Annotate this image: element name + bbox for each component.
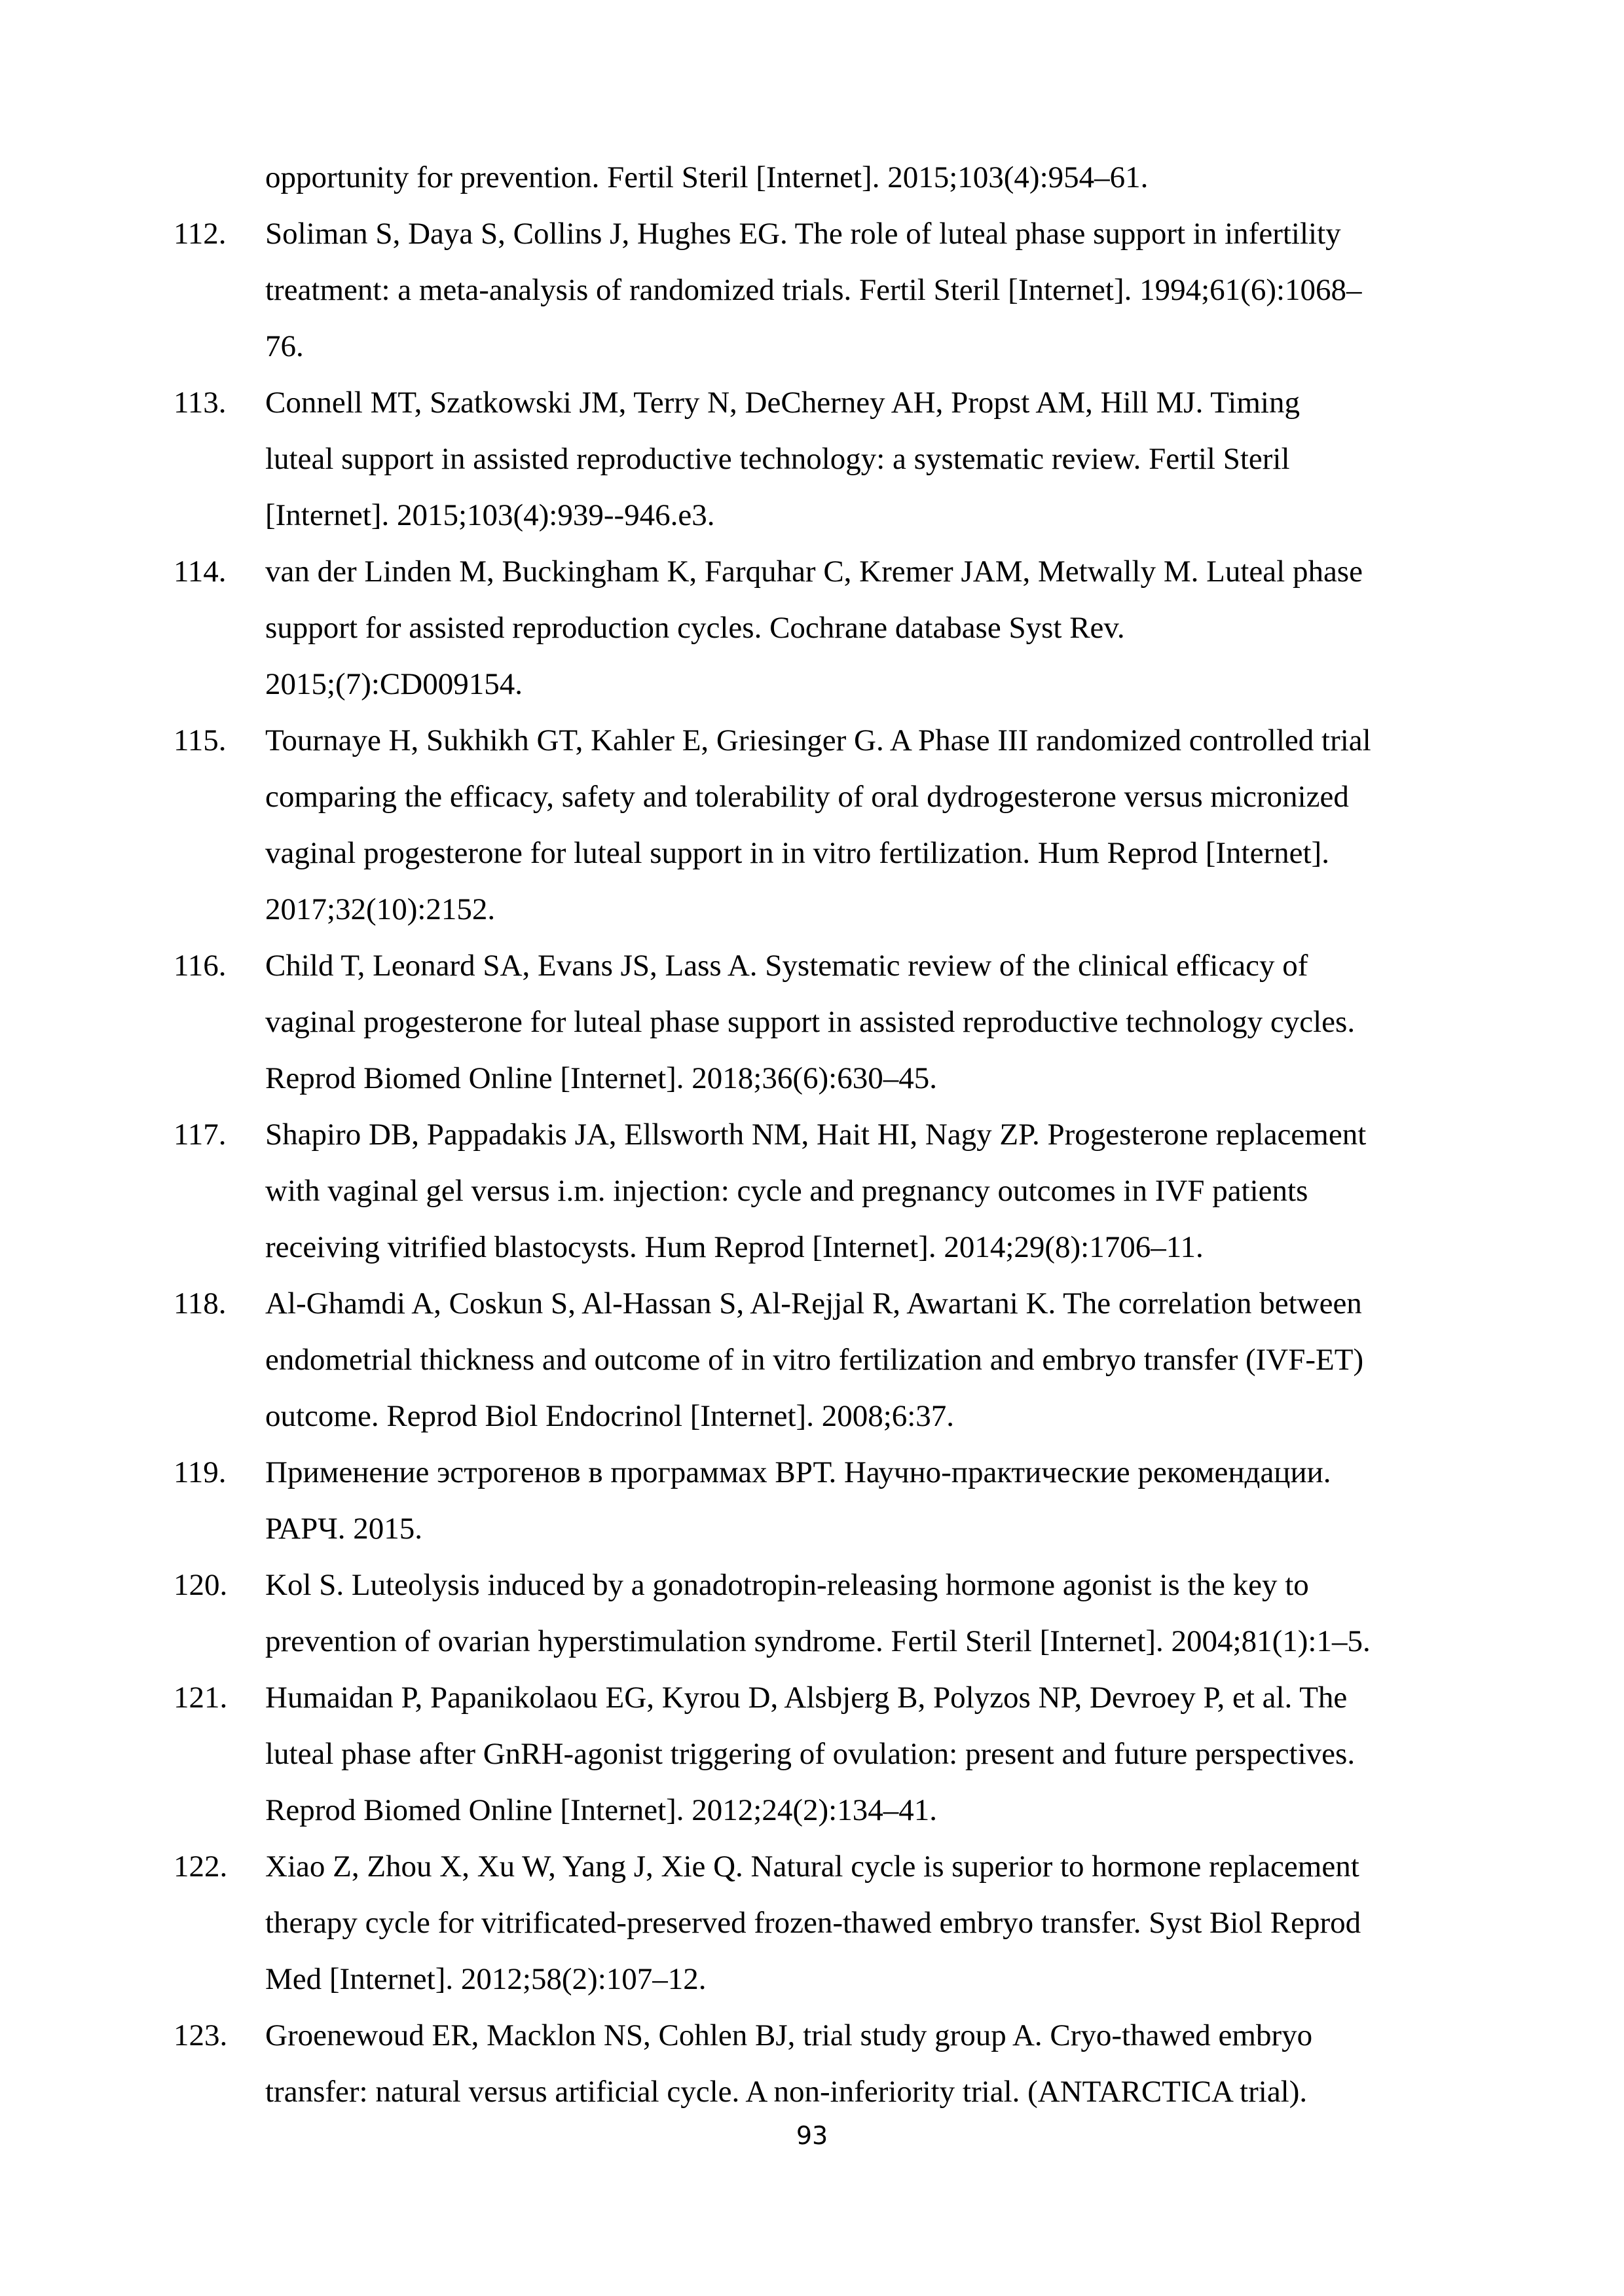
reference-entry	[0, 1557, 1454, 1669]
reference-line: luteal support in assisted reproductive technology: a systematic review. Fertil Steril	[265, 442, 1290, 476]
reference-entry	[0, 206, 1454, 374]
reference-line: comparing the efficacy, safety and tolerability of oral dydrogesterone versus micronized	[265, 780, 1349, 814]
reference-line: 76.	[265, 329, 304, 363]
reference-line: 2015;(7):CD009154.	[265, 667, 523, 701]
reference-entry	[0, 1444, 1454, 1557]
reference-line: Groenewoud ER, Macklon NS, Cohlen BJ, trial study group A. Cryo-thawed embryo	[265, 2018, 1313, 2052]
reference-line: with vaginal gel versus i.m. injection: cycle and pregnancy outcomes in IVF patients	[265, 1174, 1308, 1208]
reference-number: 115.	[174, 723, 227, 757]
reference-line: Reprod Biomed Online [Internet]. 2012;24(2):134–41.	[265, 1793, 937, 1827]
reference-line: luteal phase after GnRH-agonist triggering of ovulation: present and future perspectives.	[265, 1737, 1356, 1771]
reference-line: Tournaye H, Sukhikh GT, Kahler E, Griesinger G. A Phase III randomized controlled trial	[265, 723, 1371, 757]
reference-continuation: opportunity for prevention. Fertil Steril [Internet]. 2015;103(4):954–61.	[265, 160, 1149, 194]
reference-line: receiving vitrified blastocysts. Hum Reprod [Internet]. 2014;29(8):1706–11.	[265, 1230, 1204, 1264]
reference-number: 122.	[174, 1850, 228, 1884]
reference-line: Al-Ghamdi A, Coskun S, Al-Hassan S, Al-Rejjal R, Awartani K. The correlation between	[265, 1286, 1362, 1321]
reference-list	[0, 149, 1624, 2120]
reference-entry	[0, 1275, 1454, 1444]
reference-number: 116.	[174, 949, 227, 983]
reference-line: vaginal progesterone for luteal support in in vitro fertilization. Hum Reprod [Internet].	[265, 836, 1329, 870]
reference-line: Med [Internet]. 2012;58(2):107–12.	[265, 1962, 707, 1996]
reference-entry	[0, 1106, 1454, 1275]
reference-line: 2017;32(10):2152.	[265, 892, 496, 926]
reference-number: 119.	[174, 1455, 227, 1489]
reference-line: Применение эстрогенов в программах ВРТ. Научно-практические рекомендации.	[265, 1455, 1331, 1489]
reference-line: outcome. Reprod Biol Endocrinol [Internet]. 2008;6:37.	[265, 1399, 955, 1433]
reference-line: Soliman S, Daya S, Collins J, Hughes EG. The role of luteal phase support in infertility	[265, 217, 1341, 251]
reference-line: support for assisted reproduction cycles. Cochrane database Syst Rev.	[265, 611, 1125, 645]
reference-line: vaginal progesterone for luteal phase support in assisted reproductive technology cycles.	[265, 1005, 1356, 1039]
reference-line: Kol S. Luteolysis induced by a gonadotropin-releasing hormone agonist is the key to	[265, 1568, 1309, 1602]
reference-line: Xiao Z, Zhou X, Xu W, Yang J, Xie Q. Natural cycle is superior to hormone replacement	[265, 1850, 1359, 1884]
reference-line: prevention of ovarian hyperstimulation syndrome. Fertil Steril [Internet]. 2004;81(1):1–5.	[265, 1624, 1371, 1658]
reference-entry	[0, 1669, 1454, 1838]
reference-entry	[0, 543, 1454, 712]
reference-number: 117.	[174, 1118, 227, 1152]
reference-number: 113.	[174, 386, 227, 420]
reference-line: endometrial thickness and outcome of in vitro fertilization and embryo transfer (IVF-ET)	[265, 1343, 1364, 1377]
reference-line: therapy cycle for vitrificated-preserved frozen-thawed embryo transfer. Syst Biol Reprod	[265, 1906, 1361, 1940]
reference-number: 121.	[174, 1681, 228, 1715]
reference-line: transfer: natural versus artificial cycle. A non-inferiority trial. (ANTARCTICA trial).	[265, 2075, 1308, 2109]
reference-line: van der Linden M, Buckingham K, Farquhar C, Kremer JAM, Metwally M. Luteal phase	[265, 555, 1363, 589]
reference-number: 112.	[174, 217, 227, 251]
reference-entry	[0, 1838, 1454, 2007]
reference-number: 118.	[174, 1286, 227, 1321]
reference-line: Humaidan P, Papanikolaou EG, Kyrou D, Alsbjerg B, Polyzos NP, Devroey P, et al. The	[265, 1681, 1348, 1715]
reference-line: Reprod Biomed Online [Internet]. 2018;36(6):630–45.	[265, 1061, 937, 1095]
reference-line: Connell MT, Szatkowski JM, Terry N, DeCherney AH, Propst AM, Hill MJ. Timing	[265, 386, 1300, 420]
reference-entry	[0, 712, 1454, 938]
reference-entries	[0, 206, 1624, 2120]
reference-line: Child T, Leonard SA, Evans JS, Lass A. Systematic review of the clinical efficacy of	[265, 949, 1308, 983]
reference-entry	[0, 2007, 1454, 2120]
reference-number: 123.	[174, 2018, 228, 2052]
page-number: 93	[796, 2121, 828, 2150]
reference-line: treatment: a meta-analysis of randomized trials. Fertil Steril [Internet]. 1994;61(6):1068–	[265, 273, 1362, 307]
reference-line: Shapiro DB, Pappadakis JA, Ellsworth NM, Hait HI, Nagy ZP. Progesterone replacement	[265, 1118, 1367, 1152]
reference-number: 114.	[174, 555, 227, 589]
reference-entry	[0, 374, 1454, 543]
reference-line: РАРЧ. 2015.	[265, 1512, 423, 1546]
reference-entry	[0, 938, 1454, 1106]
reference-number: 120.	[174, 1568, 228, 1602]
reference-line: [Internet]. 2015;103(4):939--946.e3.	[265, 498, 715, 532]
